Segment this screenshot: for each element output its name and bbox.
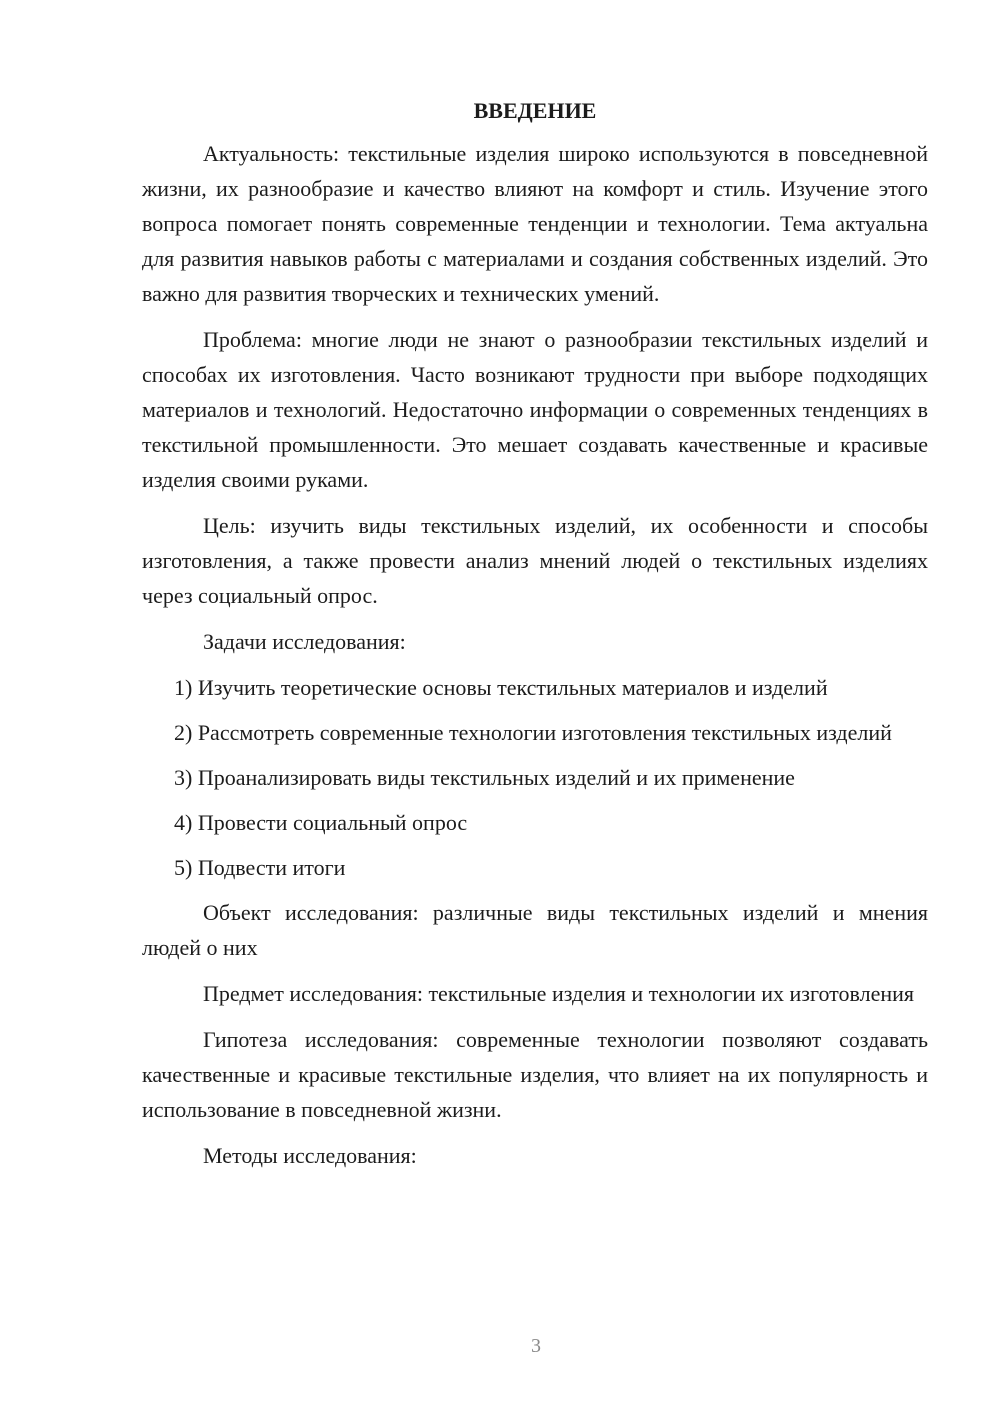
document-page [142,96,928,1184]
paragraph-relevance: Актуальность: текстильные изделия широко используются в повседневной жизни, их разнообразие и качество влияют на комфорт и стиль. Изучение этого вопроса помогает понять современные тенденции и технологии. Тема актуальна для развития навыков работы с материалами и создания собственных изделий. Это важно для развития творческих и технических умений. [142,141,928,306]
page-number: 3 [531,1335,541,1357]
task-item-3: 3) Проанализировать виды текстильных изделий и их применение [174,765,795,790]
paragraph-hypothesis: Гипотеза исследования: современные технологии позволяют создавать качественные и красивые текстильные изделия, что влияет на их популярность и использование в повседневной жизни. [142,1027,928,1122]
paragraph-tasks-title: Задачи исследования: [203,629,406,654]
task-item-5: 5) Подвести итоги [174,855,346,880]
paragraph-subject: Предмет исследования: текстильные изделия и технологии их изготовления [203,981,914,1006]
paragraph-problem: Проблема: многие люди не знают о разнообразии текстильных изделий и способах их изготовления. Часто возникают трудности при выборе подходящих материалов и технологий. Недостаточно информации о современных тенденциях в текстильной промышленности. Это мешает создавать качественные и красивые изделия своими руками. [142,327,928,492]
task-item-1: 1) Изучить теоретические основы текстильных материалов и изделий [174,675,828,700]
section-heading: ВВЕДЕНИЕ [473,98,597,123]
task-item-2: 2) Рассмотреть современные технологии изготовления текстильных изделий [174,720,892,745]
paragraph-methods-title: Методы исследования: [203,1143,417,1168]
paragraph-goal: Цель: изучить виды текстильных изделий, их особенности и способы изготовления, а также провести анализ мнений людей о текстильных изделиях через социальный опрос. [142,513,928,608]
task-item-4: 4) Провести социальный опрос [174,810,468,835]
tasks-list [142,670,928,885]
paragraph-object: Объект исследования: различные виды текстильных изделий и мнения людей о них [142,900,928,960]
